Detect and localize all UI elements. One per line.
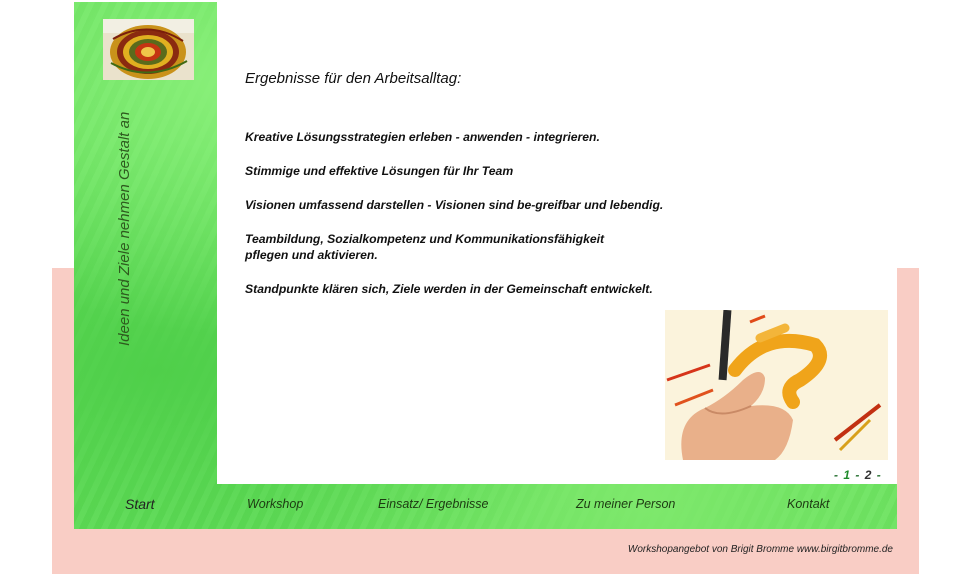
- nav-start[interactable]: Start: [125, 496, 155, 512]
- list-item-text: Visionen umfassend darstellen - Visionen sind be-greifbar und lebendig.: [245, 198, 664, 212]
- pager-separator: -: [851, 468, 865, 482]
- nav-kontakt[interactable]: Kontakt: [787, 497, 830, 511]
- list-item: [245, 197, 663, 213]
- spiral-painting-thumbnail: [103, 19, 194, 80]
- painting-hand-photo: [665, 310, 888, 460]
- list-item-text: Kreative Lösungsstrategien erleben - anwenden - integrieren.: [245, 130, 600, 144]
- vertical-tagline: Ideen und Ziele nehmen Gestalt an: [116, 111, 133, 346]
- list-item: [245, 163, 663, 179]
- list-item: [245, 281, 663, 297]
- page-heading: Ergebnisse für den Arbeitsalltag:: [245, 70, 462, 87]
- page-1-link[interactable]: 1: [843, 468, 852, 482]
- list-item: [245, 231, 663, 263]
- nav-einsatz-ergebnisse[interactable]: Einsatz/ Ergebnisse: [378, 497, 489, 511]
- list-item-text-continued: pflegen und aktivieren.: [245, 248, 378, 262]
- painting-hand-image: [665, 310, 888, 460]
- pager-separator: -: [834, 468, 844, 482]
- spiral-painting-image: [103, 19, 194, 80]
- list-item: [245, 129, 663, 145]
- page-pagination: [834, 468, 882, 482]
- pager-separator: -: [872, 468, 882, 482]
- list-item-text: Stimmige und effektive Lösungen für Ihr Team: [245, 164, 514, 178]
- nav-workshop[interactable]: Workshop: [247, 497, 304, 511]
- nav-zu-meiner-person[interactable]: Zu meiner Person: [576, 497, 676, 511]
- footer-credit: Workshopangebot von Brigit Bromme www.birgitbromme.de: [627, 544, 893, 555]
- results-list: [245, 129, 663, 315]
- page-2-link[interactable]: 2: [864, 468, 873, 482]
- list-item-text: Teambildung, Sozialkompetenz und Kommunikationsfähigkeit: [245, 232, 605, 246]
- list-item-text: Standpunkte klären sich, Ziele werden in der Gemeinschaft entwickelt.: [245, 282, 653, 296]
